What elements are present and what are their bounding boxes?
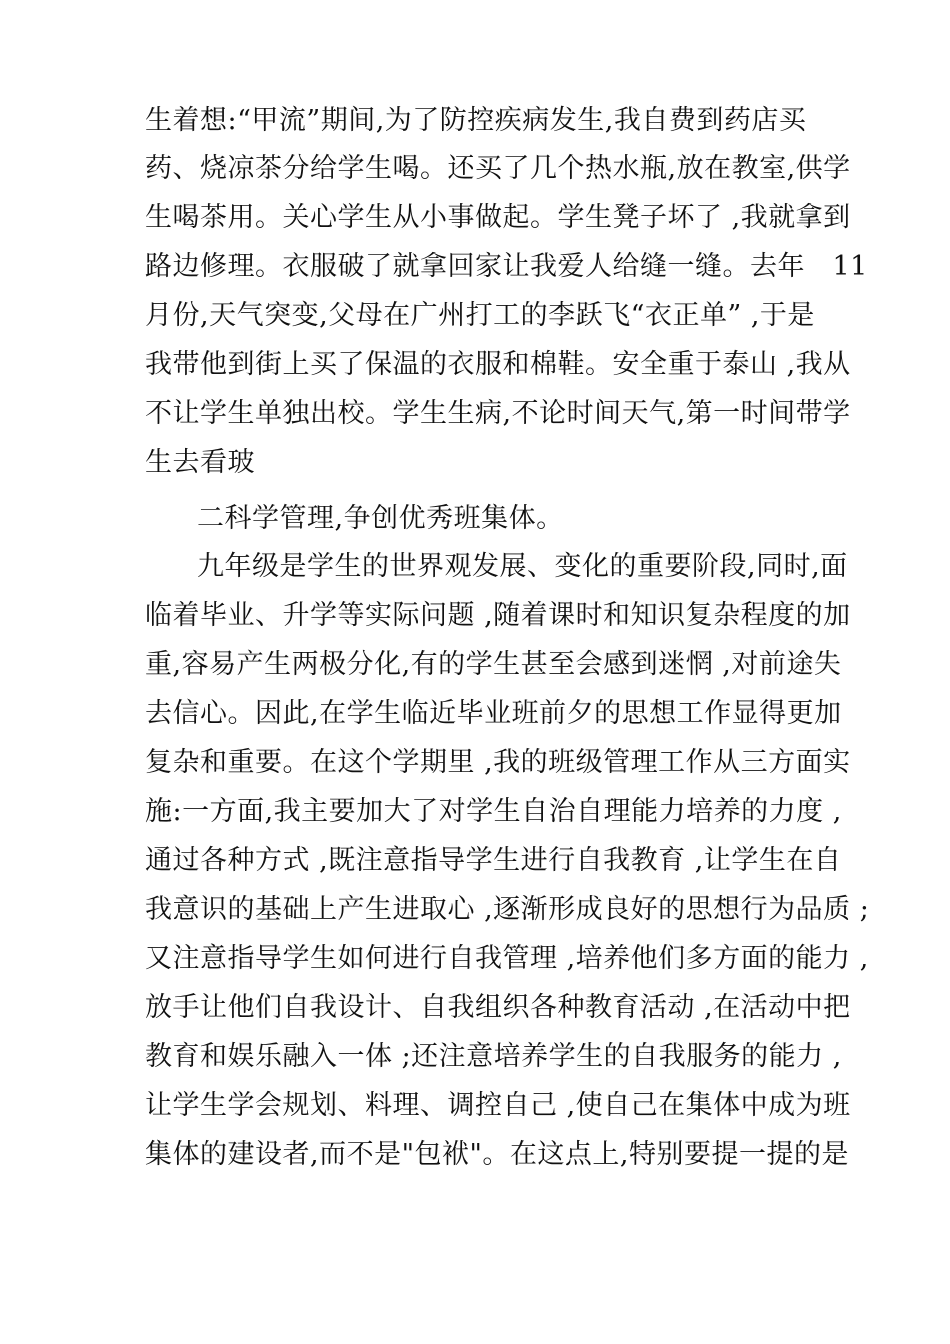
text-line: 生去看玻 xyxy=(145,447,255,478)
text-line: 药、烧凉茶分给学生喝。还买了几个热水瓶,放在教室,供学 xyxy=(145,153,851,184)
text-line: 集体的建设者,而不是"包袱"。在这点上,特别要提一提的是 xyxy=(145,1139,850,1170)
text-line: 生喝茶用。关心学生从小事做起。学生凳子坏了 ,我就拿到 xyxy=(145,202,851,233)
text-line: 不让学生单独出校。学生生病,不论时间天气,第一时间带学 xyxy=(145,398,851,429)
text-line: 路边修理。衣服破了就拿回家让我爱人给缝一缝。去年 11 xyxy=(145,251,868,282)
text-line: 重,容易产生两极分化,有的学生甚至会感到迷惘 ,对前途失 xyxy=(145,649,842,680)
text-line: 复杂和重要。在这个学期里 ,我的班级管理工作从三方面实 xyxy=(145,747,851,778)
text-line: 月份,天气突变,父母在广州打工的李跃飞“衣正单” ,于是 xyxy=(145,300,815,331)
text-line: 通过各种方式 ,既注意指导学生进行自我教育 ,让学生在自 xyxy=(145,845,842,876)
text-line: 生着想:“甲流”期间,为了防控疾病发生,我自费到药店买 xyxy=(145,105,807,136)
paragraph-first-line: 九年级是学生的世界观发展、变化的重要阶段,同时,面 xyxy=(197,551,848,582)
section-heading: 二科学管理,争创优秀班集体。 xyxy=(197,503,564,534)
text-line: 去信心。因此,在学生临近毕业班前夕的思想工作显得更加 xyxy=(145,698,842,729)
text-line: 临着毕业、升学等实际问题 ,随着课时和知识复杂程度的加 xyxy=(145,600,851,631)
text-line: 又注意指导学生如何进行自我管理 ,培养他们多方面的能力 , xyxy=(145,943,869,974)
text-line: 放手让他们自我设计、自我组织各种教育活动 ,在活动中把 xyxy=(145,992,851,1023)
text-line: 教育和娱乐融入一体 ;还注意培养学生的自我服务的能力 , xyxy=(145,1041,842,1072)
text-line: 我意识的基础上产生进取心 ,逐渐形成良好的思想行为品质 ; xyxy=(145,894,870,925)
text-line: 让学生学会规划、料理、调控自己 ,使自己在集体中成为班 xyxy=(145,1090,851,1121)
text-line: 施:一方面,我主要加大了对学生自治自理能力培养的力度 , xyxy=(145,796,842,827)
text-line: 我带他到街上买了保温的衣服和棉鞋。安全重于泰山 ,我从 xyxy=(145,349,851,380)
